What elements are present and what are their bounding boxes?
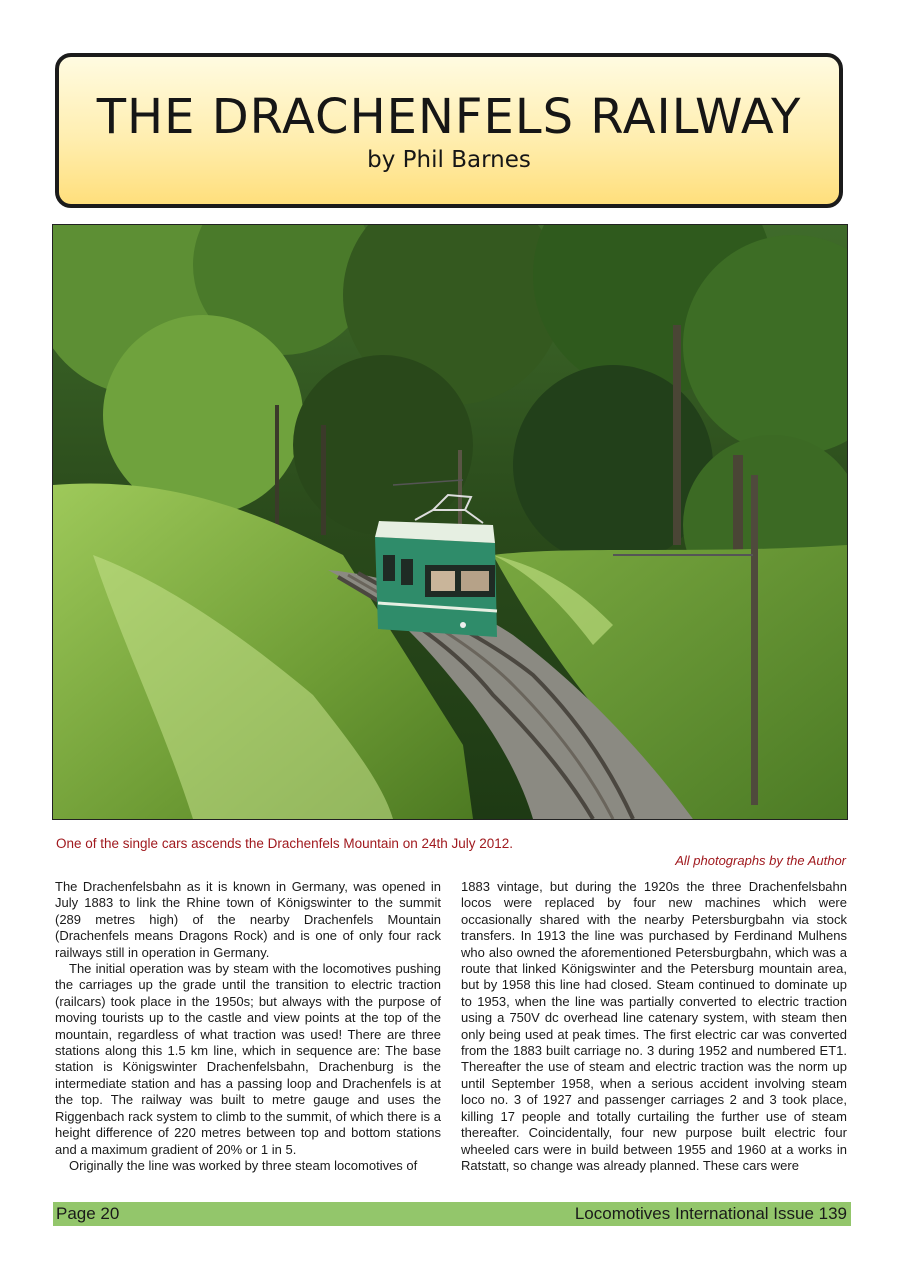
article-title: THE DRACHENFELS RAILWAY: [96, 89, 802, 145]
photo-credit: All photographs by the Author: [675, 853, 846, 868]
paragraph: Originally the line was worked by three steam locomotives of: [69, 1157, 418, 1173]
magazine-issue: Locomotives International Issue 139: [574, 1204, 847, 1223]
photo-caption: One of the single cars ascends the Drachenfels Mountain on 24th July 2012.: [56, 836, 514, 851]
page-number: Page 20: [56, 1204, 120, 1223]
paragraph: The initial operation was by steam with the locomotives pushing the carriages up the grade until the transition to electric traction (railcars) took place in the 1950s; but always with the purpose of moving tourists up to the castle and view points at the top of the mountain, regardless of what traction was used! There are three stations along this 1.5 km line, which in sequence are: The base station is Königswinter Drachenfelsbahn, Drachenburg is the intermediate station and has a passing loop and Drachenfels is at the top. The railway was built to metre gauge and uses the Riggenbach rack system to climb to the summit, of which there is a height difference of 220 metres between top and bottom stations and a maximum gradient of 20% or 1 in 5.: [55, 961, 441, 1157]
article-byline: by Phil Barnes: [367, 147, 531, 173]
tram-photo: [52, 224, 848, 820]
article-column-left: [55, 879, 441, 1174]
paragraph: The Drachenfelsbahn as it is known in Germany, was opened in July 1883 to link the Rhine town of Königswinter to the summit (289 metres high) of the nearby Drachenfels Mountain (Drachenfels means Dragons Rock) and is one of only four rack railways still in operation in Germany.: [55, 879, 441, 960]
page-footer: [53, 1202, 851, 1226]
paragraph: 1883 vintage, but during the 1920s the three Drachenfelsbahn locos were replaced by four new machines which were occasionally shared with the nearby Petersburgbahn via stock transfers. In 1913 the line was purchased by Ferdinand Mulhens who also owned the aforementioned Petersburgbahn, which was a route that linked Königswinter and the Petersburg mountain area, but by 1958 this line had closed. Steam continued to dominate up to 1953, when the line was partially converted to electric traction using a 750V dc overhead line catenary system, with steam then only being used at peak times. The first electric car was converted from the 1883 built carriage no. 3 during 1952 and numbered ET1. Thereafter the use of steam and electric traction was the norm up until September 1958, when a serious accident involving steam loco no. 3 of 1927 and passenger carriages 2 and 3 took place, killing 17 people and totally curtailing the further use of steam thereafter. Coincidentally, four new purpose built electric four wheeled cars were in build between 1955 and 1960 at a works in Ratstatt, so change was already planned. These cars were: [461, 879, 847, 1173]
title-banner: [55, 53, 843, 208]
article-column-right: [461, 879, 847, 1174]
